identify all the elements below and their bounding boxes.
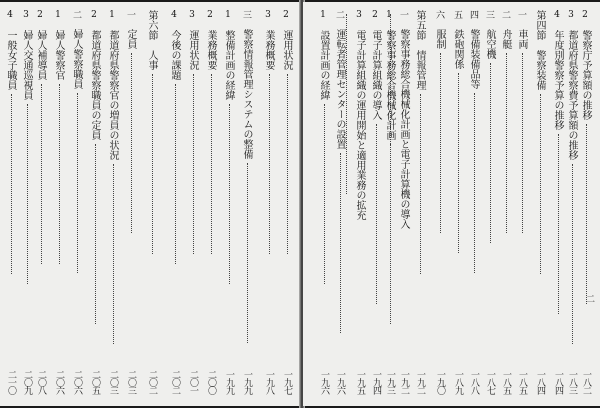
dot-leader	[388, 144, 391, 324]
entry-page: 一九六	[319, 370, 329, 394]
toc-entry	[397, 10, 410, 406]
entry-number: 1	[384, 10, 394, 20]
dot-leader	[75, 93, 78, 273]
entry-page: 一八五	[517, 370, 527, 394]
toc-entry	[70, 10, 83, 406]
toc-entry	[579, 10, 592, 406]
entry-number: 4	[552, 10, 562, 20]
toc-entry	[317, 10, 330, 406]
toc-entry	[333, 10, 346, 406]
toc-entry	[467, 10, 480, 406]
dot-leader	[456, 73, 459, 253]
entry-number: 2	[89, 10, 99, 20]
entry-number: 一	[516, 10, 526, 19]
entry-number: 3	[566, 10, 576, 20]
entry-title: 婦人警察職員	[71, 29, 82, 89]
entry-page: 一八五	[501, 370, 511, 394]
dot-leader	[538, 94, 541, 274]
dot-leader	[129, 53, 132, 233]
dot-leader	[245, 163, 248, 343]
entry-title: 婦人交通巡視員	[21, 30, 32, 100]
dot-leader	[39, 84, 42, 264]
entry-title: 警察事務総合機械化計画と電子計算機の導入	[398, 29, 409, 229]
toc-entry	[124, 10, 137, 406]
dot-leader	[556, 134, 559, 314]
entry-page: 二〇九	[22, 370, 32, 394]
dot-leader	[322, 104, 325, 284]
dot-leader	[191, 74, 194, 254]
dot-leader	[57, 84, 60, 264]
entry-number: 三	[484, 10, 494, 19]
entry-title: 都道府県警察職員の定員	[89, 30, 100, 140]
entry-number: 三	[241, 10, 251, 19]
entry-number: 1	[318, 10, 328, 20]
dot-leader	[438, 53, 441, 233]
page-side-mark: 二	[584, 294, 594, 303]
entry-title: 第五節 情報管理	[414, 10, 425, 90]
entry-page: 一九八	[264, 370, 274, 394]
toc-entry	[240, 10, 253, 406]
entry-title: 警察事務総合機械化計画	[384, 30, 395, 140]
entry-page: 一九七	[282, 370, 292, 394]
entry-number: 五	[452, 10, 462, 19]
dot-leader	[267, 74, 270, 254]
entry-title: 鉄砲関係	[452, 29, 463, 69]
toc-entry	[20, 10, 33, 406]
entry-number: 2	[580, 10, 590, 20]
toc-entry	[433, 10, 446, 406]
toc-entry	[565, 10, 578, 406]
entry-title: 警察庁予算額の推移	[580, 30, 591, 120]
toc-entry	[383, 10, 396, 406]
entry-page: 一九二	[415, 370, 425, 394]
entry-title: 一般女子職員	[5, 30, 16, 90]
entry-title: 整備計画の経緯	[223, 30, 234, 100]
toc-entry	[4, 10, 17, 406]
entry-number: 2	[281, 10, 291, 20]
entry-title: 舟艇	[500, 29, 511, 49]
entry-page: 一九四	[371, 370, 381, 394]
entry-title: 服制	[434, 29, 445, 49]
entry-page: 一八八	[469, 370, 479, 394]
entry-number: 1	[107, 10, 117, 20]
entry-page: 一八三	[567, 370, 577, 394]
toc-entry	[515, 10, 528, 406]
entry-page: 二〇二	[147, 370, 157, 394]
dot-leader	[472, 93, 475, 273]
toc-section-heading	[533, 10, 546, 406]
entry-page: 一九九	[224, 370, 234, 394]
entry-title: 警察情報管理システムの整備	[241, 29, 252, 159]
toc-entry	[88, 10, 101, 406]
entry-page: 二〇〇	[206, 370, 216, 394]
entry-page: 二〇五	[90, 370, 100, 394]
entry-title: 運用状況	[187, 30, 198, 70]
dot-leader	[418, 94, 421, 274]
dot-leader	[338, 153, 341, 333]
entry-title: 航空機	[484, 29, 495, 59]
dot-leader	[520, 53, 523, 233]
dot-leader	[374, 124, 377, 304]
toc-entry	[52, 10, 65, 406]
entry-page: 二〇六	[54, 370, 64, 394]
toc-entry	[280, 10, 293, 406]
entry-title: 業務概要	[205, 30, 216, 70]
dot-leader	[504, 53, 507, 233]
entry-title: 都道府県警察官の増員の状況	[107, 30, 118, 160]
toc-entry	[369, 10, 382, 406]
entry-title: 第六節 人事	[146, 10, 157, 70]
dot-leader	[9, 94, 12, 274]
entry-title: 設置計画の経緯	[318, 30, 329, 100]
entry-number: 二	[500, 10, 510, 19]
entry-number: 1	[53, 10, 63, 20]
entry-title: 今後の課題	[169, 30, 180, 80]
entry-page: 一九三	[385, 370, 395, 394]
entry-number: 一	[125, 10, 135, 19]
dot-leader	[570, 164, 573, 344]
toc-entry	[186, 10, 199, 406]
entry-page: 一八二	[581, 370, 591, 394]
entry-page: 二〇八	[36, 370, 46, 394]
dot-leader	[488, 63, 491, 243]
toc-entry	[34, 10, 47, 406]
entry-number: 一	[398, 10, 408, 19]
entry-number: 二	[71, 10, 81, 19]
entry-page: 一九六	[335, 370, 345, 394]
entry-number: 六	[434, 10, 444, 19]
entry-page: 一九五	[355, 370, 365, 394]
dot-leader	[150, 74, 153, 254]
toc-entry	[451, 10, 464, 406]
entry-number: 3	[354, 10, 364, 20]
entry-number: 二	[334, 10, 344, 19]
entry-number: 3	[187, 10, 197, 20]
right-page	[303, 2, 600, 406]
entry-page: 一八七	[485, 370, 495, 394]
dot-leader	[227, 104, 230, 284]
toc-section-heading	[145, 10, 158, 406]
entry-title: 運転者管理センターの設置	[334, 29, 345, 149]
toc-entry	[499, 10, 512, 406]
entry-number: 3	[263, 10, 273, 20]
entry-number: 3	[21, 10, 31, 20]
entry-title: 第四節 警察装備	[534, 10, 545, 90]
entry-title: 業務概要	[263, 30, 274, 70]
toc-entry	[106, 10, 119, 406]
dot-leader	[584, 124, 587, 304]
entry-title: 婦人補導員	[35, 30, 46, 80]
entry-page: 一九〇	[435, 370, 445, 394]
entry-page: 二〇六	[72, 370, 82, 394]
toc-entry	[168, 10, 181, 406]
entry-title: 車両	[516, 29, 527, 49]
entry-page: 二〇二	[170, 370, 180, 394]
entry-number: 2	[35, 10, 45, 20]
entry-page: 二〇一	[188, 370, 198, 394]
dot-leader	[173, 84, 176, 264]
dot-leader	[285, 74, 288, 254]
toc-entry	[222, 10, 235, 406]
toc-entry	[353, 10, 366, 406]
entry-page: 一九九	[242, 370, 252, 394]
entry-title: 電子計算組織の導入	[370, 30, 381, 120]
entry-number: 2	[205, 10, 215, 20]
toc-entry	[262, 10, 275, 406]
entry-title: 電子計算組織の運用開始と適用業務の拡充	[354, 30, 365, 220]
entry-number: 1	[223, 10, 233, 20]
toc-entry	[551, 10, 564, 406]
entry-page: 一八四	[535, 370, 545, 394]
dot-leader	[93, 144, 96, 324]
entry-title: 都道府県警察費予算額の推移	[566, 30, 577, 160]
entry-title: 年度別警察予算の推移	[552, 30, 563, 130]
entry-title: 警備装備品等	[468, 29, 479, 89]
entry-page: 一九二	[399, 370, 409, 394]
toc-section-heading	[413, 10, 426, 406]
entry-page: 二〇三	[126, 370, 136, 394]
entry-page: 二〇三	[108, 370, 118, 394]
entry-number: 4	[5, 10, 15, 20]
entry-title: 定員	[125, 29, 136, 49]
entry-page: 二一〇	[6, 370, 16, 394]
entry-page: 一八四	[553, 370, 563, 394]
dot-leader	[209, 74, 212, 254]
left-page	[0, 2, 301, 406]
entry-number: 2	[370, 10, 380, 20]
toc-entry	[483, 10, 496, 406]
dot-leader	[25, 104, 28, 284]
toc-entry	[204, 10, 217, 406]
entry-number: 4	[169, 10, 179, 20]
dot-leader	[111, 164, 114, 344]
entry-title: 運用状況	[281, 30, 292, 70]
entry-page: 一八九	[453, 370, 463, 394]
entry-number: 四	[468, 10, 478, 19]
entry-title: 婦人警察官	[53, 30, 64, 80]
